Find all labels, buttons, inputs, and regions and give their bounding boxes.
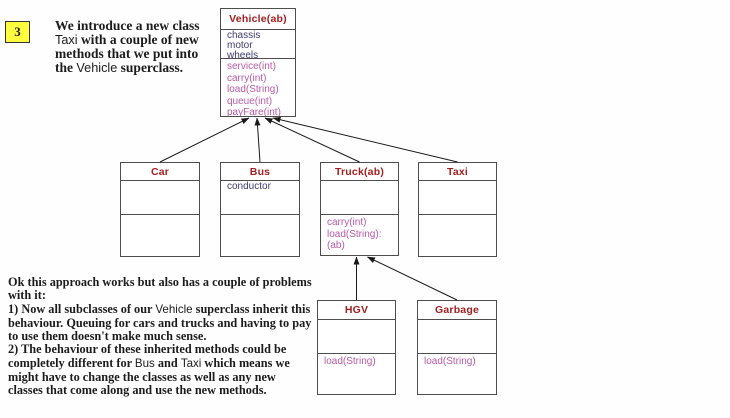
slide-number-box <box>5 21 30 43</box>
slide-number: 3 <box>14 24 21 39</box>
class-method: payFare(int) <box>227 107 281 116</box>
class-title: Garbage <box>435 304 479 316</box>
text-segment: 2) The behaviour of these inherited methods could be <box>8 342 287 357</box>
text-line <box>55 47 200 61</box>
code-term: Vehicle <box>155 303 193 316</box>
class-attribute: conductor <box>227 181 271 192</box>
inheritance-arrow-bus-to-vehicle <box>257 118 260 162</box>
text-segment: the <box>55 59 77 75</box>
text-line <box>8 303 312 317</box>
class-methods-compartment <box>321 215 398 255</box>
text-segment: completely different for <box>8 355 135 370</box>
class-title: Bus <box>249 165 271 178</box>
text-segment: Ok this approach works but also has a couple of problems <box>8 275 312 289</box>
class-attribute: chassis <box>227 30 261 41</box>
class-attribute: motor <box>227 40 253 51</box>
class-attributes-compartment <box>221 29 295 59</box>
inheritance-arrow-car-to-vehicle <box>160 118 249 162</box>
class-method: (ab) <box>327 240 345 251</box>
class-attribute: wheels <box>227 50 259 59</box>
class-attributes-compartment <box>419 180 496 215</box>
text-segment: superclass. <box>117 59 184 75</box>
text-segment: with a couple of new <box>77 31 199 47</box>
code-term: Taxi <box>180 357 202 370</box>
class-method: service(int) <box>227 61 276 72</box>
class-attributes-compartment <box>318 319 395 354</box>
problems-paragraph <box>8 276 312 398</box>
class-box-car <box>120 162 200 257</box>
class-title: HGV <box>344 304 369 316</box>
class-method: load(String): <box>327 228 382 240</box>
class-methods-compartment <box>221 59 295 116</box>
text-segment: which means we <box>201 355 290 370</box>
text-line <box>8 289 312 302</box>
class-title: Car <box>150 165 170 178</box>
class-methods-compartment <box>418 354 496 394</box>
class-title: Vehicle(ab) <box>229 13 287 25</box>
text-line <box>8 330 312 343</box>
class-method: load(String) <box>324 356 376 367</box>
code-term: Vehicle <box>76 60 118 75</box>
class-box-vehicle <box>220 8 296 117</box>
class-method: carry(int) <box>227 72 267 84</box>
text-segment: and <box>154 355 181 370</box>
text-segment: might have to change the classes as well as any new <box>8 370 276 385</box>
text-line <box>55 33 200 48</box>
inheritance-arrow-garbage-to-truck <box>368 257 458 300</box>
text-line <box>8 357 312 371</box>
class-attributes-compartment <box>418 319 496 354</box>
class-title: Taxi <box>446 165 469 178</box>
class-method: queue(int) <box>227 95 273 107</box>
class-attributes-compartment <box>121 180 199 215</box>
text-line <box>55 19 200 33</box>
class-box-garbage <box>417 300 497 395</box>
class-attributes-compartment <box>321 180 398 215</box>
class-box-truck <box>320 162 399 256</box>
class-attributes-compartment <box>221 180 299 215</box>
text-segment: superclass inherit this <box>192 301 311 316</box>
class-methods-compartment <box>419 215 496 256</box>
text-segment: behaviour. Queuing for cars and trucks and having to pay <box>8 315 312 330</box>
text-line <box>8 317 312 330</box>
class-method: load(String) <box>227 84 279 95</box>
text-segment: classes that come along and use the new methods. <box>8 383 267 398</box>
inheritance-arrow-taxi-to-vehicle <box>273 118 458 162</box>
class-title: Truck(ab) <box>334 165 385 178</box>
text-line <box>8 384 312 397</box>
text-segment: We introduce a new class <box>55 18 200 33</box>
intro-paragraph <box>55 19 200 75</box>
text-segment: with it: <box>8 288 46 303</box>
text-segment: to use them doesn't make much sense. <box>8 329 207 344</box>
text-segment: methods that we put into <box>55 46 199 62</box>
class-methods-compartment <box>318 354 395 394</box>
class-method: load(String) <box>424 356 476 367</box>
text-line <box>8 371 312 384</box>
text-line <box>8 343 312 356</box>
text-line <box>8 276 312 289</box>
class-box-taxi <box>418 162 497 257</box>
code-term: Bus <box>134 357 155 370</box>
class-methods-compartment <box>121 215 199 256</box>
class-box-hgv <box>317 300 396 395</box>
class-methods-compartment <box>221 215 299 256</box>
class-method: carry(int) <box>327 217 367 228</box>
text-segment: 1) Now all subclasses of our <box>8 301 156 316</box>
inheritance-arrow-truck-to-vehicle <box>265 118 360 162</box>
text-line <box>55 61 200 76</box>
class-box-bus <box>220 162 300 257</box>
code-term: Taxi <box>55 32 78 47</box>
